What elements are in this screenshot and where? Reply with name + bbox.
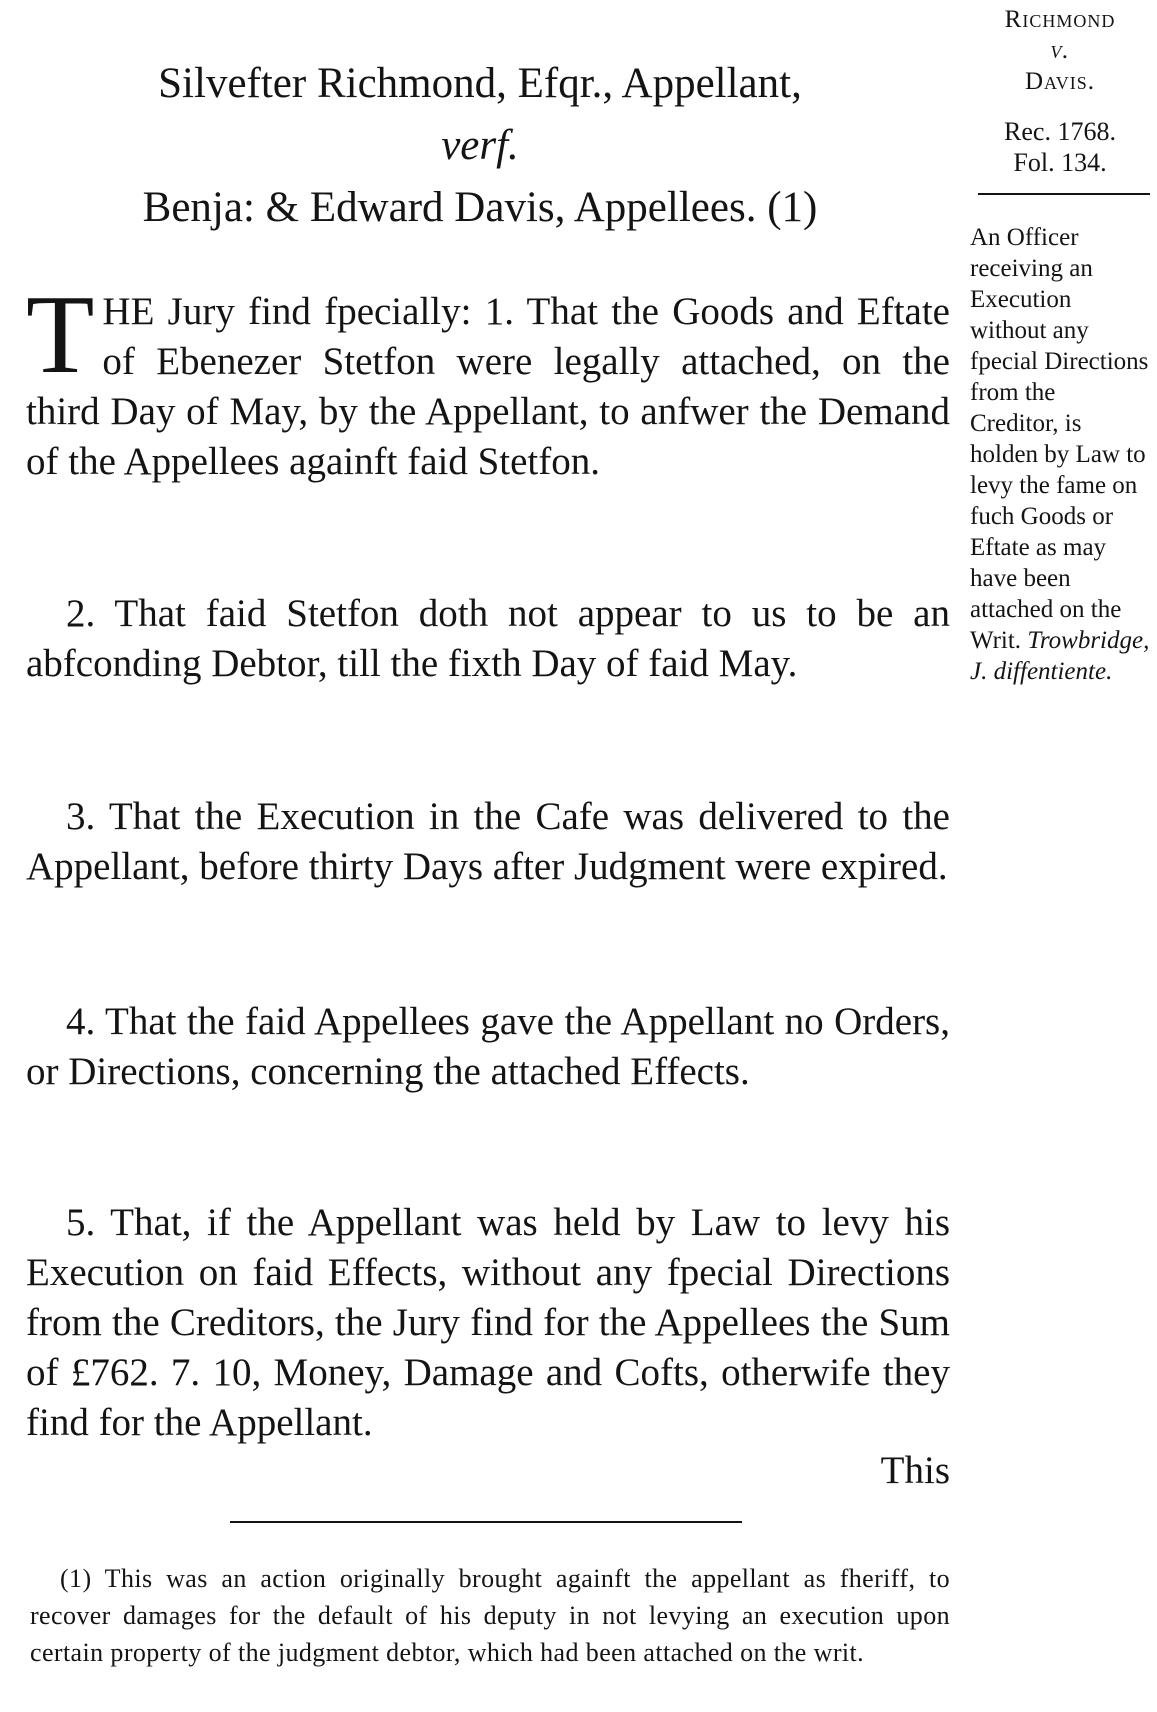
finding-1-text: HE Jury find fpecially: 1. That the Goods and Eftate of Ebenezer Stetfon were legally attached, on the third Day of May, by the Appellant, to anfwer the Demand of the Appellees againft faid Stetfon. [26, 290, 950, 483]
case-title-appellees: Benja: & Edward Davis, Appellees. (1) [142, 184, 818, 231]
finding-paragraph-2: 2. That faid Stetfon doth not appear to us to be an abfconding Debtor, till the fixth Day of faid May. [26, 592, 950, 685]
running-title-plaintiff: Richmond [1004, 6, 1116, 33]
finding-paragraph-1 [26, 273, 950, 487]
margin-divider [978, 193, 1150, 195]
headnote-judge: Trowbridge, J. [970, 627, 1150, 685]
finding-paragraph-4: 4. That the faid Appellees gave the Appellant no Orders, or Directions, concerning the attached Effects. [26, 1000, 950, 1093]
record-year: Rec. 1768. [1004, 117, 1116, 146]
running-title-defendant: Davis. [1025, 68, 1095, 95]
footnote-divider [230, 1521, 742, 1523]
catchword: This [880, 1449, 950, 1492]
headnote-text: An Officer receiving an Execution without any fpecial Directions from the Creditor, is holden by Law to levy the fame on fuch Goods or Eftate as may have been attached on the Writ. [970, 224, 1149, 654]
headnote-dissent: diffentiente. [993, 658, 1113, 685]
finding-paragraph-5: 5. That, if the Appellant was held by Law to levy his Execution on faid Effects, without any fpecial Directions from the Creditors, the Jury find for the Appellees the Sum of £762. 7. 10, Money, Damage and Cofts, otherwife they find for the Appellant. [26, 1201, 950, 1444]
margin-headnote [970, 222, 1150, 687]
record-reference [970, 116, 1150, 178]
record-folio: Fol. 134. [1013, 148, 1107, 177]
drop-cap: T [26, 273, 95, 397]
running-title-versus: v. [1050, 37, 1070, 64]
footnote: (1) This was an action originally brought againft the appellant as fheriff, to recover damages for the default of his deputy in not levying an execution upon certain property of the judgment debtor, which had been attached on the writ. [30, 1564, 950, 1667]
case-title-appellant: Silvefter Richmond, Efqr., Appellant, [158, 60, 802, 107]
case-title-versus: verf. [441, 122, 519, 169]
running-case-title [970, 4, 1150, 97]
finding-paragraph-3: 3. That the Execution in the Cafe was delivered to the Appellant, before thirty Days after Judgment were expired. [26, 795, 950, 888]
